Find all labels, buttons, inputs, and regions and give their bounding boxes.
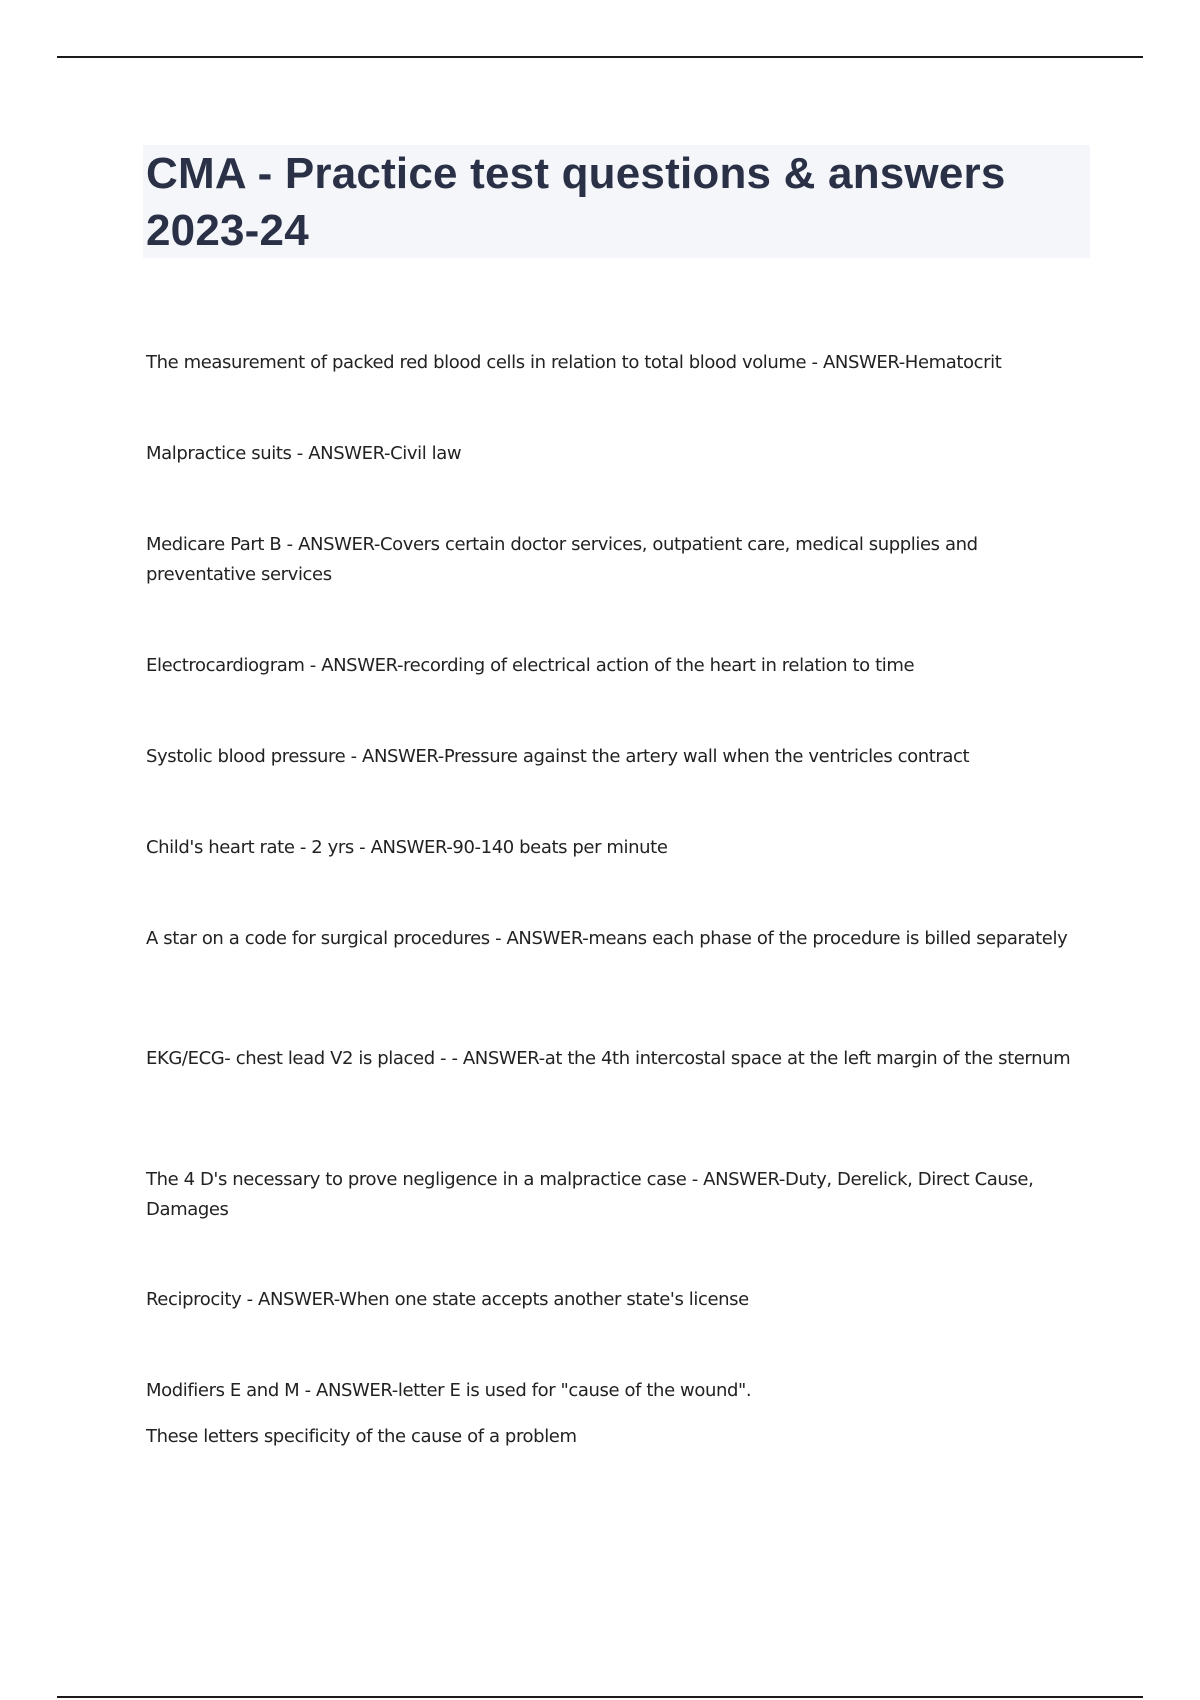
qa-text: The 4 D's necessary to prove negligence in a malpractice case - ANSWER-Duty, Derelick, Direct Cause, Damages <box>146 1169 1034 1220</box>
qa-text: Child's heart rate - 2 yrs - ANSWER-90-140 beats per minute <box>146 837 668 858</box>
qa-item <box>146 1376 1076 1452</box>
qa-item <box>146 1165 1076 1225</box>
qa-item <box>146 530 1076 590</box>
bottom-rule <box>57 1696 1143 1698</box>
top-rule <box>57 56 1143 58</box>
qa-item <box>146 348 1076 378</box>
qa-item <box>146 1285 1076 1315</box>
qa-text: A star on a code for surgical procedures - ANSWER-means each phase of the procedure is billed separately <box>146 928 1068 949</box>
qa-item <box>146 742 1076 772</box>
page-title: CMA - Practice test questions & answers 2023-24 <box>146 149 1006 255</box>
qa-item <box>146 924 1076 954</box>
qa-text: Reciprocity - ANSWER-When one state accepts another state's license <box>146 1289 749 1310</box>
qa-text: The measurement of packed red blood cells in relation to total blood volume - ANSWER-Hematocrit <box>146 352 1002 373</box>
qa-text: Malpractice suits - ANSWER-Civil law <box>146 443 462 464</box>
qa-extra-text: These letters specificity of the cause of a problem <box>146 1426 577 1447</box>
qa-item <box>146 1044 1076 1074</box>
qa-text: Systolic blood pressure - ANSWER-Pressure against the artery wall when the ventricles contract <box>146 746 970 767</box>
title-box <box>143 145 1090 258</box>
qa-item <box>146 439 1076 469</box>
qa-text: EKG/ECG- chest lead V2 is placed - - ANSWER-at the 4th intercostal space at the left margin of the sternum <box>146 1048 1071 1069</box>
qa-text: Electrocardiogram - ANSWER-recording of electrical action of the heart in relation to time <box>146 655 915 676</box>
qa-item <box>146 651 1076 681</box>
qa-item <box>146 833 1076 863</box>
qa-text: Medicare Part B - ANSWER-Covers certain doctor services, outpatient care, medical supplies and preventative services <box>146 534 978 585</box>
qa-text: Modifiers E and M - ANSWER-letter E is used for "cause of the wound". <box>146 1380 752 1401</box>
